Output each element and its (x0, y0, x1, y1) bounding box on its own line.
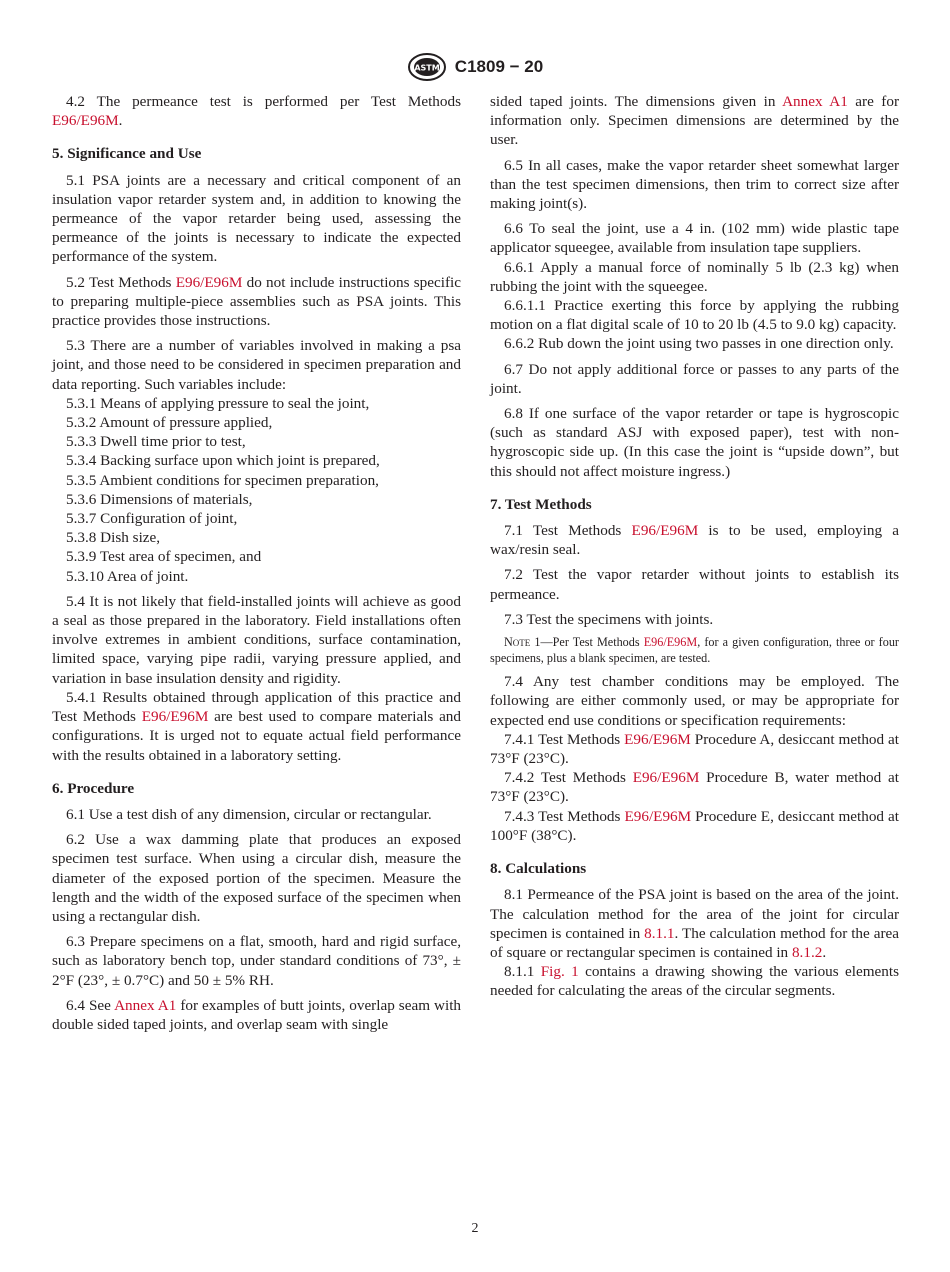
link-e96[interactable]: E96/E96M (631, 522, 699, 540)
link-8-1-1[interactable]: 8.1.1 (644, 924, 675, 942)
paragraph-6-1: 6.1 Use a test dish of any dimension, circular or rectangular. (66, 805, 432, 823)
paragraph-7-2: 7.2 Test the vapor retarder without joints to establish its permeance. (490, 566, 899, 603)
link-e96[interactable]: E96/E96M (52, 112, 119, 130)
section-6-heading: 6. Procedure (52, 779, 135, 797)
paragraph-6-6-1-1: 6.6.1.1 Practice exerting this force by applying the rubbing motion on a flat digital scale of 10 to 20 lb (4.5 to 9.0 kg) capacity. (490, 297, 899, 334)
list-item-5-3-5: 5.3.5 Ambient conditions for specimen preparation, (66, 471, 379, 489)
paragraph-5-3: 5.3 There are a number of variables involved in making a psa joint, and those need to be considered in specimen preparation and data reporting. Such variables include: (52, 337, 461, 393)
astm-logo-text: ASTM (414, 63, 440, 73)
list-item-5-3-8: 5.3.8 Dish size, (66, 529, 161, 547)
paragraph-6-3: 6.3 Prepare specimens on a flat, smooth, hard and rigid surface, such as laboratory bench top, under standard conditions of 73°, ± 2°F (23°, ± 0.7°C) and 50 ± 5% RH. (52, 933, 461, 989)
paragraph-6-7: 6.7 Do not apply additional force or passes to any parts of the joint. (490, 360, 899, 397)
link-e96[interactable]: E96/E96M (643, 635, 698, 650)
paragraph-7-4: 7.4 Any test chamber conditions may be employed. The following are either commonly used, or may be appropriate for expected end use conditions or specification requirements: (490, 673, 899, 729)
document-code: C1809 − 20 (454, 57, 544, 76)
paragraph-5-4: 5.4 It is not likely that field-installed joints will achieve as good a seal as those prepared in the laboratory. Field installations often involve extremes in ambient conditions, surface contamination, limited space, varying pipe radii, varying pressure applied, and variation in base insulation density and rigidity. (52, 592, 461, 687)
section-7-heading: 7. Test Methods (490, 495, 592, 513)
page-number: 2 (471, 1221, 479, 1236)
paragraph-6-8: 6.8 If one surface of the vapor retarder or tape is hygroscopic (such as standard ASJ with exposed paper), test with non-hygroscopic side up. (In this case the joint is “upside down”, but this should not affect moisture ingress.) (490, 405, 899, 480)
section-8-heading: 8. Calculations (490, 860, 587, 878)
paragraph-7-3: 7.3 Test the specimens with joints. (504, 610, 714, 628)
link-annex-a1[interactable]: Annex A1 (114, 996, 177, 1014)
link-fig-1[interactable]: Fig. 1 (540, 963, 579, 981)
paragraph-5-4-1: 5.4.1 Results obtained through application of this practice and Test Methods E96/E96M are best used to compare materials and configurations. It is urged not to equate actual field performance with the results obtained in a laboratory setting. (52, 688, 461, 764)
list-item-5-3-7: 5.3.7 Configuration of joint, (66, 510, 238, 528)
link-annex-a1[interactable]: Annex A1 (782, 93, 848, 110)
paragraph-7-4-3: 7.4.3 Test Methods E96/E96M Procedure E, desiccant method at 100°F (38°C). (490, 807, 900, 844)
section-5-heading: 5. Significance and Use (52, 145, 202, 163)
paragraph-7-4-2: 7.4.2 Test Methods E96/E96M Procedure B, water method at 73°F (23°C). (490, 769, 899, 806)
paragraph-8-1: 8.1 Permeance of the PSA joint is based on the area of the joint. The calculation method for the area of the joint for circular specimen is contained in 8.1.1. The calculation method for the area of square or rectangular specimen is contained in 8.1.2. (490, 886, 899, 961)
paragraph-6-4: 6.4 See Annex A1 for examples of butt joints, overlap seam with double sided taped joints, and overlap seam with single (52, 996, 462, 1033)
right-column (490, 92, 899, 1007)
paragraph-5-2: 5.2 Test Methods E96/E96M do not include instructions specific to preparing multiple-piece assemblies such as PSA joints. This practice provides those instructions. (52, 273, 461, 330)
paragraph-6-5: 6.5 In all cases, make the vapor retarder sheet somewhat larger than the test specimen dimensions, then trim to correct size after making joint(s). (490, 156, 899, 213)
list-item-5-3-2: 5.3.2 Amount of pressure applied, (66, 414, 273, 432)
list-item-5-3-1: 5.3.1 Means of applying pressure to seal the joint, (66, 394, 370, 412)
paragraph-6-2: 6.2 Use a wax damming plate that produces an exposed specimen test surface. When using a circular dish, measure the diameter of the exposed portion of the specimen. Measure the length and the width of the exposed surface of the specimen when using a rectangular dish. (52, 831, 461, 925)
paragraph-7-1: 7.1 Test Methods E96/E96M is to be used, employing a wax/resin seal. (490, 522, 899, 559)
link-e96[interactable]: E96/E96M (175, 273, 243, 291)
paragraph-6-6: 6.6 To seal the joint, use a 4 in. (102 mm) wide plastic tape applicator squeegee, available from insulation tape suppliers. (490, 220, 899, 257)
list-item-5-3-6: 5.3.6 Dimensions of materials, (66, 490, 253, 508)
paragraph-6-6-2: 6.6.2 Rub down the joint using two passes in one direction only. (504, 335, 894, 353)
paragraph-4-2: 4.2 The permeance test is performed per Test Methods E96/E96M. (52, 93, 461, 130)
link-8-1-2[interactable]: 8.1.2 (791, 943, 823, 961)
list-item-5-3-9: 5.3.9 Test area of specimen, and (66, 548, 262, 566)
list-item-5-3-3: 5.3.3 Dwell time prior to test, (66, 433, 246, 451)
paragraph-6-4-continued: sided taped joints. The dimensions given in Annex A1 are for information only. Specimen dimensions are determined by the user. (490, 93, 900, 149)
page-header (0, 52, 950, 82)
list-item-5-3-4: 5.3.4 Backing surface upon which joint is prepared, (66, 452, 380, 470)
left-column (52, 92, 461, 1040)
link-e96[interactable]: E96/E96M (624, 807, 692, 825)
paragraph-8-1-1: 8.1.1 Fig. 1 contains a drawing showing the various elements needed for calculating the areas of the circular segments. (490, 963, 900, 1000)
paragraph-5-1: 5.1 PSA joints are a necessary and critical component of an insulation vapor retarder system and, in addition to knowing the permeance of the vapor retarder being used, assessing the permeance of the joints is necessary to indicate the expected performance of the system. (52, 171, 461, 266)
paragraph-6-6-1: 6.6.1 Apply a manual force of nominally 5 lb (2.3 kg) when rubbing the joint with the squeegee. (490, 258, 899, 295)
list-item-5-3-10: 5.3.10 Area of joint. (66, 567, 189, 585)
astm-logo-icon (407, 52, 447, 82)
link-e96[interactable]: E96/E96M (632, 769, 700, 787)
paragraph-7-4-1: 7.4.1 Test Methods E96/E96M Procedure A, desiccant method at 73°F (23°C). (490, 730, 899, 768)
link-e96[interactable]: E96/E96M (624, 730, 691, 748)
link-e96[interactable]: E96/E96M (141, 708, 209, 726)
note-1: Note 1—Per Test Methods E96/E96M, for a given configuration, three or four specimens, plus a blank specimen, are tested. (490, 635, 899, 665)
